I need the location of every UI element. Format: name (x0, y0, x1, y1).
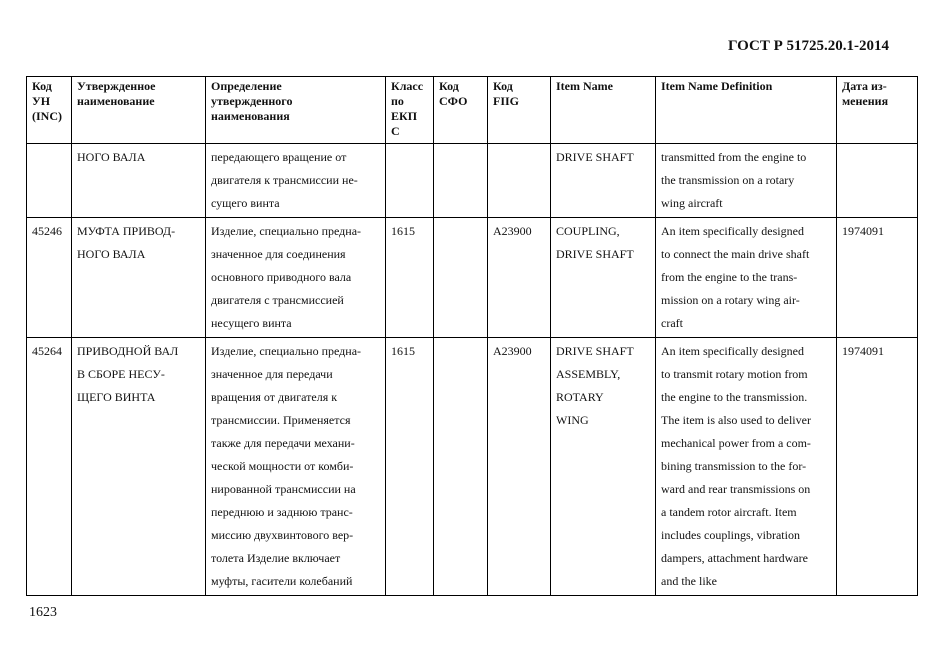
sfo-cell (434, 144, 488, 218)
fiig-cell (488, 338, 551, 596)
column-header-fiig: Код FIIG (488, 77, 551, 144)
cell-text-line: to connect the main drive shaft (661, 247, 810, 261)
column-header-definition: Определение утвержденного наименования (206, 77, 386, 144)
cell-text-line: wing aircraft (661, 196, 723, 210)
cell-text-line: ПРИВОДНОЙ ВАЛ (77, 344, 179, 358)
cell-text-line: МУФТА ПРИВОД- (77, 224, 176, 238)
class-cell (386, 218, 434, 338)
cell-text-line: В СБОРЕ НЕСУ- (77, 367, 165, 381)
name-cell (72, 338, 206, 596)
name-cell (72, 144, 206, 218)
cell-text-line: миссию двухвинтового вер- (211, 528, 354, 542)
cell-text-line: Изделие, специально предна- (211, 224, 362, 238)
cell-text-line: ROTARY (556, 390, 604, 404)
cell-text-line: трансмиссии. Применяется (211, 413, 351, 427)
date-cell (837, 144, 918, 218)
item-definition-cell (656, 338, 837, 596)
cell-text-line: dampers, attachment hardware (661, 551, 808, 565)
cell-text-line: 1974091 (842, 224, 884, 238)
cell-text-line: a tandem rotor aircraft. Item (661, 505, 797, 519)
document-code: ГОСТ Р 51725.20.1-2014 (727, 38, 889, 54)
cell-text-line: and the like (661, 574, 717, 588)
column-header-change-date: Дата из- менения (837, 77, 918, 144)
cell-text-line: значенное для соединения (211, 247, 346, 261)
cell-text-line: двигателя к трансмиссии не- (211, 173, 358, 187)
cell-text-line: ASSEMBLY, (556, 367, 621, 381)
name-cell (72, 218, 206, 338)
cell-text-line: from the engine to the trans- (661, 270, 798, 284)
cell-text-line: 1974091 (842, 344, 884, 358)
table-row (27, 144, 918, 218)
definition-cell (206, 338, 386, 596)
item-definition-cell (656, 218, 837, 338)
column-header-item-definition: Item Name Definition (656, 77, 837, 144)
cell-text-line: НОГО ВАЛА (77, 150, 146, 164)
cell-text-line: ческой мощности от комби- (211, 459, 354, 473)
cell-text-line: craft (661, 316, 683, 330)
cell-text-line: transmitted from the engine to (661, 150, 807, 164)
cell-text-line: bining transmission to the for- (661, 459, 807, 473)
table-row (27, 338, 918, 596)
cell-text-line: Изделие, специально предна- (211, 344, 362, 358)
cell-text-line: 1615 (391, 344, 415, 358)
cell-text-line: WING (556, 413, 589, 427)
cell-text-line: the transmission on a rotary (661, 173, 795, 187)
cell-text-line: нированной трансмиссии на (211, 482, 356, 496)
cell-text-line: переднюю и заднюю транс- (211, 505, 353, 519)
catalog-table (26, 76, 918, 596)
cell-text-line: значенное для передачи (211, 367, 333, 381)
table-row (27, 218, 918, 338)
code-cell (27, 338, 72, 596)
column-header-code: Код УН (INC) (27, 77, 72, 144)
cell-text-line: to transmit rotary motion from (661, 367, 808, 381)
cell-text-line: An item specifically designed (661, 344, 804, 358)
column-header-item-name: Item Name (551, 77, 656, 144)
cell-text-line: несущего винта (211, 316, 292, 330)
code-cell (27, 218, 72, 338)
cell-text-line: НОГО ВАЛА (77, 247, 146, 261)
cell-text-line: толета Изделие включает (211, 551, 341, 565)
cell-text-line: DRIVE SHAFT (556, 247, 634, 261)
cell-text-line: 1615 (391, 224, 415, 238)
cell-text-line: 45264 (32, 344, 62, 358)
cell-text-line: сущего винта (211, 196, 280, 210)
fiig-cell (488, 144, 551, 218)
cell-text-line: DRIVE SHAFT (556, 150, 634, 164)
table-header-row (27, 77, 918, 144)
item-name-cell (551, 338, 656, 596)
cell-text-line: includes couplings, vibration (661, 528, 800, 542)
item-name-cell (551, 218, 656, 338)
cell-text-line: 45246 (32, 224, 62, 238)
column-header-sfo: Код СФО (434, 77, 488, 144)
definition-cell (206, 144, 386, 218)
cell-text-line: A23900 (493, 224, 532, 238)
column-header-class: Класс по ЕКП С (386, 77, 434, 144)
sfo-cell (434, 338, 488, 596)
class-cell (386, 144, 434, 218)
cell-text-line: the engine to the transmission. (661, 390, 808, 404)
item-name-cell (551, 144, 656, 218)
cell-text-line: mission on a rotary wing air- (661, 293, 800, 307)
definition-cell (206, 218, 386, 338)
cell-text-line: mechanical power from a com- (661, 436, 811, 450)
cell-text-line: муфты, гасители колебаний (211, 574, 353, 588)
cell-text-line: The item is also used to deliver (661, 413, 811, 427)
sfo-cell (434, 218, 488, 338)
cell-text-line: DRIVE SHAFT (556, 344, 634, 358)
cell-text-line: основного приводного вала (211, 270, 352, 284)
cell-text-line: передающего вращение от (211, 150, 347, 164)
item-definition-cell (656, 144, 837, 218)
cell-text-line: COUPLING, (556, 224, 620, 238)
date-cell (837, 338, 918, 596)
fiig-cell (488, 218, 551, 338)
cell-text-line: вращения от двигателя к (211, 390, 338, 404)
cell-text-line: ward and rear transmissions on (661, 482, 811, 496)
date-cell (837, 218, 918, 338)
cell-text-line: An item specifically designed (661, 224, 804, 238)
page-number: 1623 (29, 605, 57, 620)
column-header-approved-name: Утвержденное наименование (72, 77, 206, 144)
code-cell (27, 144, 72, 218)
cell-text-line: ЩЕГО ВИНТА (77, 390, 156, 404)
cell-text-line: двигателя с трансмиссией (211, 293, 344, 307)
cell-text-line: A23900 (493, 344, 532, 358)
cell-text-line: также для передачи механи- (211, 436, 355, 450)
class-cell (386, 338, 434, 596)
